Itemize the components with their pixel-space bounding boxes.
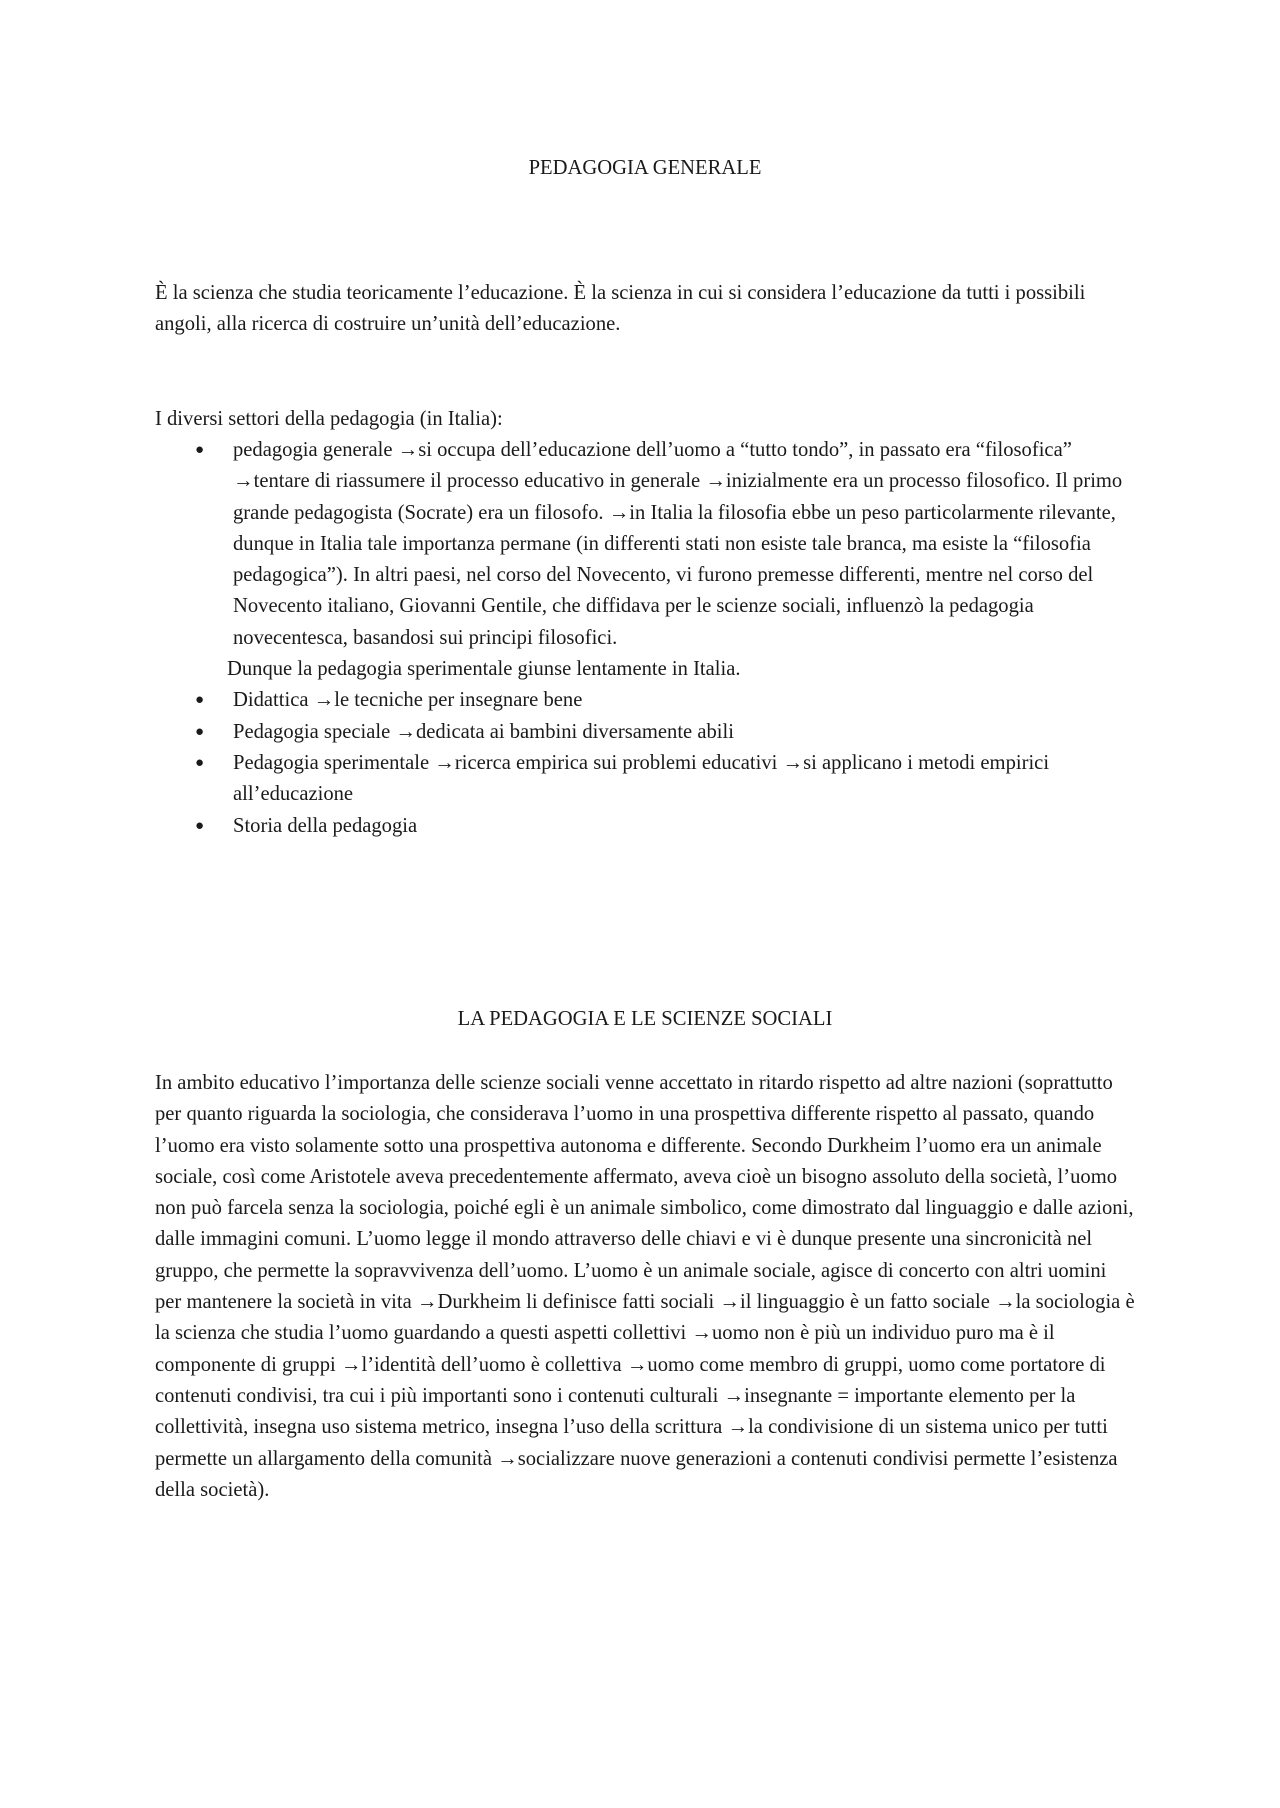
bullet-icon: ● — [195, 723, 205, 740]
page-title: PEDAGOGIA GENERALE — [528, 157, 762, 179]
list-item-text: Storia della pedagogia — [233, 814, 418, 837]
section-body-paragraph: In ambito educativo l’importanza delle scienze sociali venne accettato in ritardo rispetto ad altre nazioni (soprattutto per quanto riguarda la sociologia, che considerava l’uomo in una prospettiva differente rispetto al passato, quando l’uomo era visto solamente sotto una prospettiva autonoma e differente. Secondo Durkheim l’uomo era un animale sociale, così come Aristotele aveva precedentemente affermato, aveva cioè un bisogno assoluto della società, l’uomo non può farcela senza la sociologia, poiché egli è un animale simbolico, come dimostrato dal linguaggio e dalle azioni, dalle immagini comuni. L’uomo legge il mondo attraverso delle chiavi e vi è dunque presente una sincronicità nel gruppo, che permette la sopravvivenza dell’uomo. L’uomo è un animale sociale, agisce di concerto con altri uomini per mantenere la società in vita →Durkheim li definisce fatti sociali →il linguaggio è un fatto sociale →la sociologia è la scienza che studia l’uomo guardando a questi aspetti collettivi →uomo non è più un individuo puro ma è il componente di gruppi →l’identità dell’uomo è collettiva →uomo come membro di gruppi, uomo come portatore di contenuti condivisi, tra cui i più importanti sono i contenuti culturali →insegnante = importante elemento per la collettività, insegna uso sistema metrico, insegna l’uso della scrittura →la condivisione di un sistema unico per tutti permette un allargamento della comunità →socializzare nuove generazioni a contenuti condivisi permette l’esistenza della società). — [155, 1072, 1135, 1501]
list-item — [155, 685, 1135, 716]
list-item-text: Pedagogia sperimentale →ricerca empirica sui problemi educativi →si applicano i metodi empirici all’educazione — [233, 751, 1050, 806]
bullet-icon: ● — [195, 692, 205, 709]
bullet-icon: ● — [195, 817, 205, 834]
bullet-icon: ● — [195, 754, 205, 771]
sectors-list — [155, 435, 1135, 842]
list-item — [155, 748, 1135, 811]
list-item-text: Didattica →le tecniche per insegnare bene — [233, 689, 583, 712]
list-item-text: Pedagogia speciale →dedicata ai bambini diversamente abili — [233, 720, 734, 743]
bullet-icon: ● — [195, 442, 205, 458]
list-item — [155, 435, 1135, 654]
list-item-text: pedagogia generale →si occupa dell’educazione dell’uomo a “tutto tondo”, in passato era “filosofica” →tentare di riassumere il processo educativo in generale →inizialmente era un processo filosofico. Il primo grande pedagogista (Socrate) era un filosofo. →in Italia la filosofia ebbe un peso particolarmente rilevante, dunque in Italia tale importanza permane (in differenti stati non esiste tale branca, ma esiste la “filosofia pedagogica”). In altri paesi, nel corso del Novecento, vi furono premesse differenti, mentre nel corso del Novecento italiano, Giovanni Gentile, che diffidava per le scienze sociali, influenzò la pedagogia novecentesca, basandosi sui principi filosofici. — [233, 439, 1123, 649]
list-item — [155, 811, 1135, 842]
list-item-continuation: Dunque la pedagogia sperimentale giunse lentamente in Italia. — [227, 658, 741, 681]
list-item-continuation-row — [155, 654, 1135, 685]
intro-paragraph: È la scienza che studia teoricamente l’educazione. È la scienza in cui si considera l’educazione da tutti i possibili angoli, alla ricerca di costruire un’unità dell’educazione. — [155, 282, 1086, 336]
section-title: LA PEDAGOGIA E LE SCIENZE SOCIALI — [457, 1008, 833, 1030]
list-item — [155, 717, 1135, 748]
sectors-heading: I diversi settori della pedagogia (in Italia): — [155, 408, 503, 430]
